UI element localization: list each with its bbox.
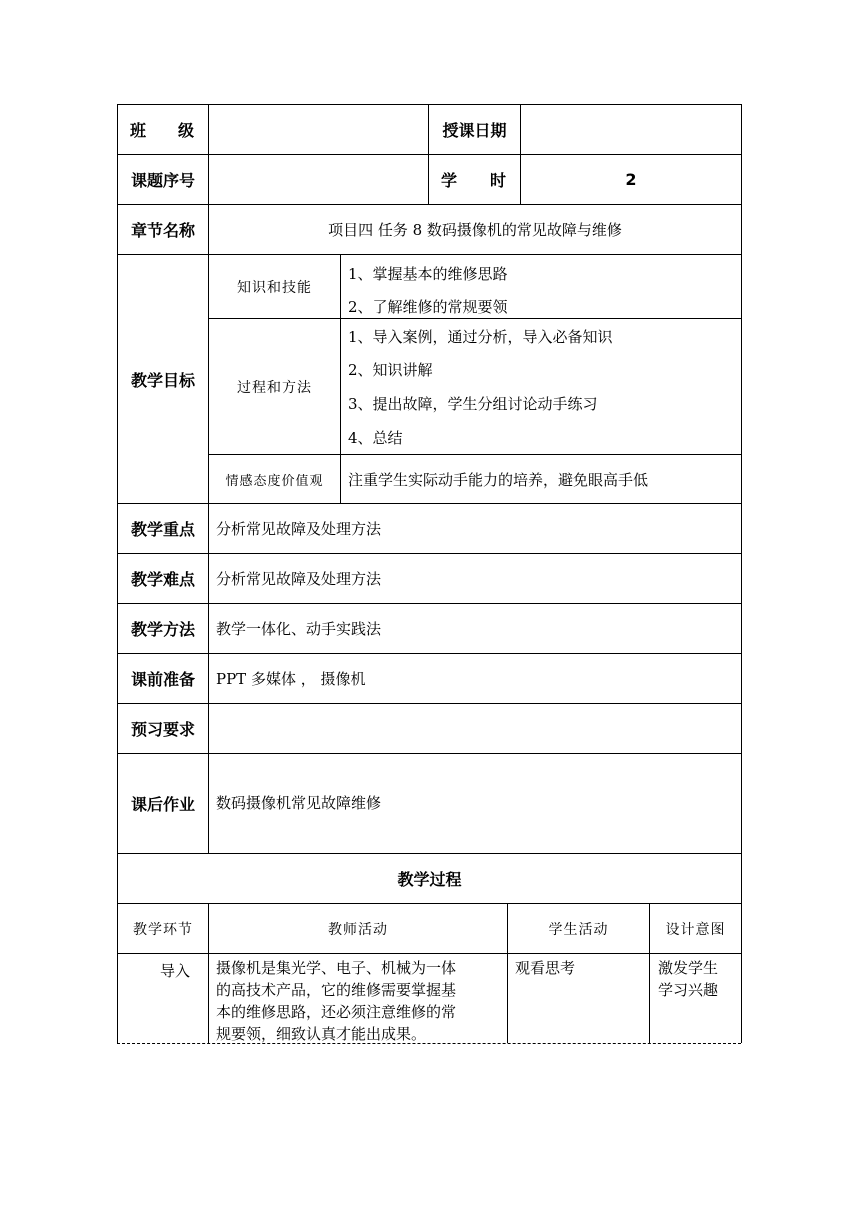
column-header-intent: 设计意图 [665,921,726,938]
column-header-stage: 教学环节 [133,921,193,938]
difficulty-label: 教学难点 [130,570,195,589]
method-label: 教学方法 [130,620,195,639]
method-value: 教学一体化、动手实践法 [216,620,382,638]
prep-label: 课前准备 [130,670,195,689]
homework-value: 数码摄像机常见故障维修 [216,793,382,812]
column-header-student: 学生活动 [548,921,609,938]
difficulty-value: 分析常见故障及处理方法 [216,570,382,588]
process-item: 1、导入案例，通过分析，导入必备知识 [348,328,613,346]
prep-value: PPT 多媒体 ， 摄像机 [216,670,366,688]
teacher-line: 的高技术产品，它的维修需要掌握基 [216,981,457,999]
preview-value [216,704,736,753]
intent-line: 激发学生 [658,959,719,977]
hours-label [429,155,520,204]
key-points-label: 教学重点 [130,520,195,539]
stage-cell: 导入 [160,962,191,980]
lesson-no-label: 课题序号 [130,171,195,190]
class-label-char-2: 级 [177,121,194,140]
intent-line: 学习兴趣 [658,981,719,999]
hours-value: 2 [625,170,637,189]
date-value [528,105,738,154]
teacher-line: 本的维修思路，还必须注意维修的常 [216,1003,457,1021]
preview-label: 预习要求 [130,720,195,739]
knowledge-item: 1、掌握基本的维修思路 [348,265,508,283]
student-cell: 观看思考 [515,959,576,977]
process-item: 3、提出故障，学生分组讨论动手练习 [348,395,598,413]
attitude-label: 情感态度价值观 [225,473,324,489]
column-header-teacher: 教师活动 [328,921,388,938]
chapter-label: 章节名称 [130,221,195,240]
process-item: 4、总结 [348,429,403,447]
teacher-line: 摄像机是集光学、电子、机械为一体 [216,959,457,977]
objectives-label: 教学目标 [130,370,195,390]
class-label-char-1: 班 [130,121,147,140]
attitude-value: 注重学生实际动手能力的培养，避免眼高手低 [348,470,649,489]
process-title: 教学过程 [397,870,462,889]
chapter-value: 项目四 任务 8 数码摄像机的常见故障与维修 [328,221,622,239]
knowledge-label: 知识和技能 [237,279,312,296]
teacher-line: 规要领，细致认真才能出成果。 [216,1025,427,1043]
date-label: 授课日期 [442,121,507,140]
homework-label: 课后作业 [130,795,195,814]
process-label: 过程和方法 [237,379,312,396]
hours-label-char-1: 学 [441,171,458,190]
class-value [216,105,426,154]
class-label [118,105,208,154]
hours-label-char-2: 时 [489,171,506,190]
knowledge-item: 2、了解维修的常规要领 [348,298,508,316]
lesson-no-value [216,155,426,204]
key-points-value: 分析常见故障及处理方法 [216,520,382,538]
process-item: 2、知识讲解 [348,361,433,379]
